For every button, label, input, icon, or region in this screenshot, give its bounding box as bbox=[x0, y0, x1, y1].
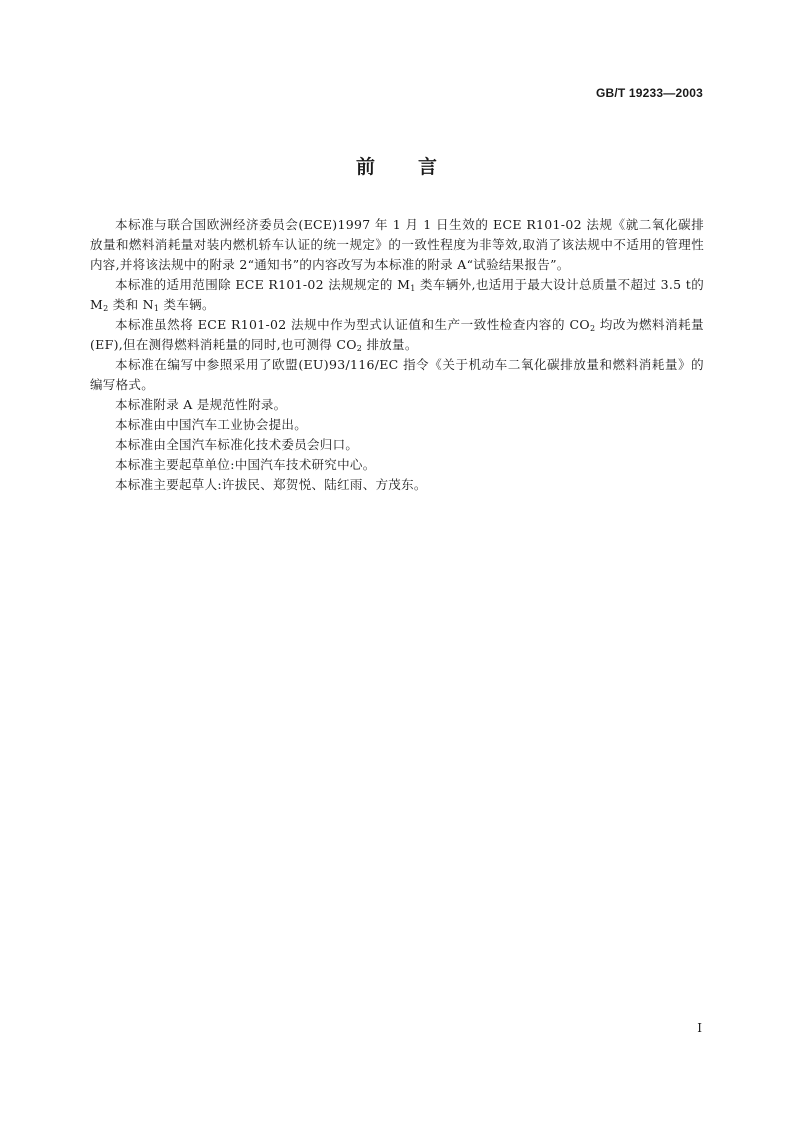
paragraph-proposer: 本标准由中国汽车工业协会提出。 bbox=[115, 417, 308, 432]
paragraph-co2-fuel: 本标准虽然将 ECE R101-02 法规中作为型式认证值和生产一致性检查内容的 $CO_2$ 均改为燃料消耗量(EF),但在测得燃料消耗量的同时,也可测得 $CO_2$ 排放量。 bbox=[90, 317, 704, 353]
page-title bbox=[0, 152, 794, 179]
paragraph-scope: 本标准的适用范围除 ECE R101-02 法规规定的 $M_1$ 类车辆外,也适用于最大设计总质量不超过 3.5 t的 $M_2$ 类和 $N_1$ 类车辆。 bbox=[90, 277, 704, 313]
paragraph-drafting-unit: 本标准主要起草单位:中国汽车技术研究中心。 bbox=[115, 457, 376, 472]
paragraph-eu-reference: 本标准在编写中参照采用了欧盟(EU)93/116/EC 指令《关于机动车二氧化碳排放量和燃料消耗量》的编写格式。 bbox=[90, 357, 704, 392]
title-char-1: 前 bbox=[355, 156, 376, 178]
paragraph-committee: 本标准由全国汽车标准化技术委员会归口。 bbox=[115, 437, 359, 452]
standard-code: GB/T 19233—2003 bbox=[595, 86, 703, 100]
paragraph-annex: 本标准附录 A 是规范性附录。 bbox=[115, 397, 287, 412]
title-char-2: 言 bbox=[418, 156, 439, 178]
paragraph-ece-relation: 本标准与联合国欧洲经济委员会(ECE)1997 年 1 月 1 日生效的 ECE R101-02 法规《就二氧化碳排放量和燃料消耗量对装内燃机轿车认证的统一规定》的一致性程度为非等效,取消了该法规中不适用的管理性内容,并将该法规中的附录 2“通知书”的内容改写为本标准的附录 A“试验结果报告”。 bbox=[90, 217, 704, 272]
paragraph-drafters: 本标准主要起草人:许拔民、郑贺悦、陆红雨、方茂东。 bbox=[115, 477, 427, 492]
foreword-body bbox=[90, 215, 704, 495]
page-number: I bbox=[697, 1021, 702, 1035]
